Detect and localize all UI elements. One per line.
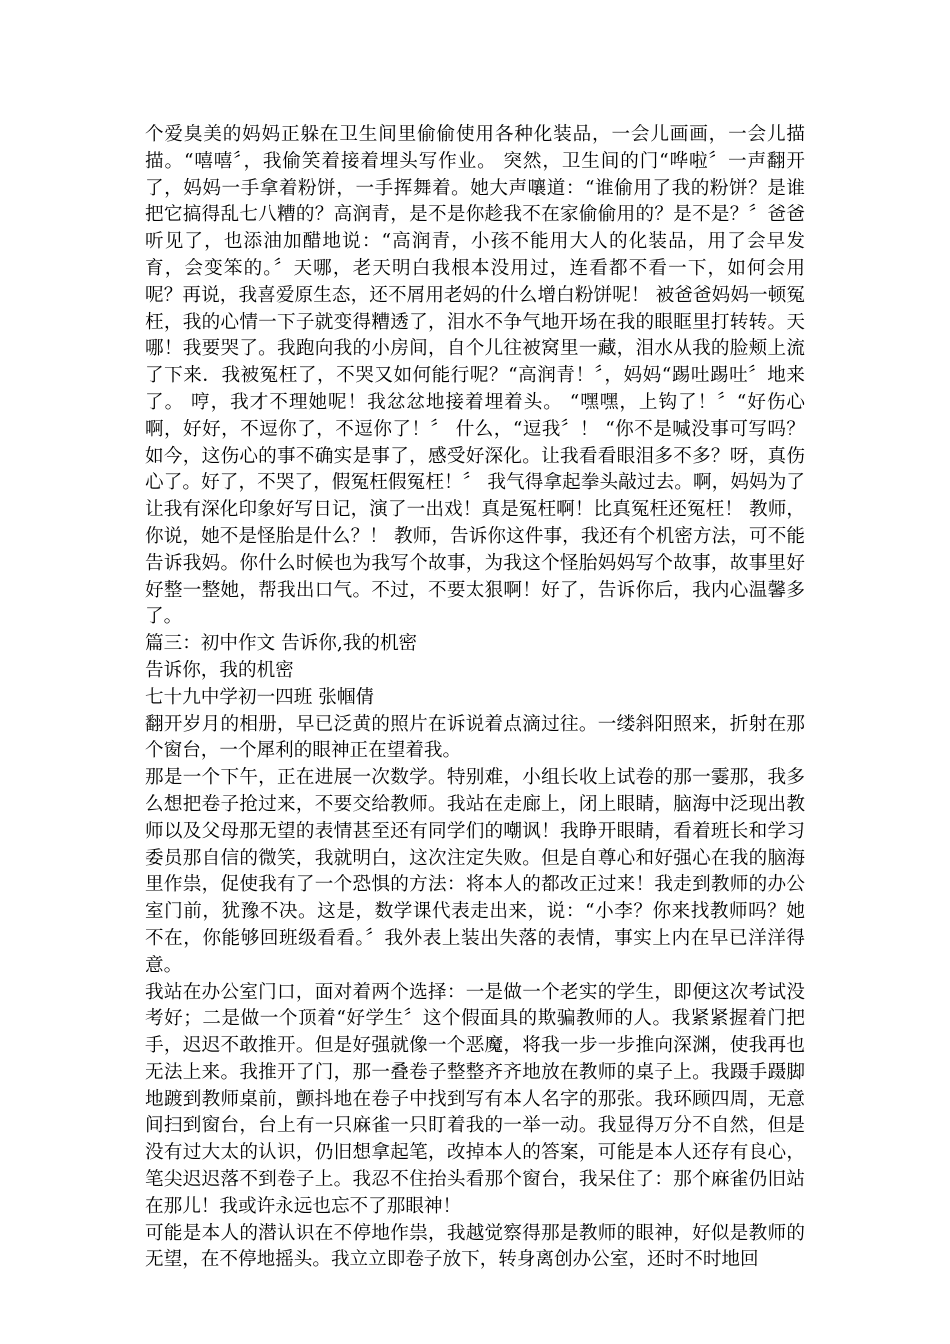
- essay-paragraph: 我站在办公室门口，面对着两个选择：一是做一个老实的学生，即便这次考试没考好；二是做一个顶着“好学生〞这个假面具的欺骗教师的人。我紧紧握着门把手，迟迟不敢推开。但是好强就像一个恶魔，将我一步一步推向深渊，使我再也无法上来。我推开了门，那一叠卷子整整齐齐地放在教师的桌子上。我蹑手蹑脚地踱到教师桌前，颤抖地在卷子中找到写有本人名字的那张。我环顾四周，无意间扫到窗台，台上有一只麻雀一只盯着我的一举一动。我显得万分不自然，但是没有过大太的认识，仍旧想拿起笔，改掉本人的答案，可能是本人还存有良心，笔尖迟迟落不到卷子上。我忍不住抬头看那个窗台，我呆住了：那个麻雀仍旧站在那儿！我或许永远也忘不了那眼神！: [145, 981, 805, 1217]
- essay-title: 告诉你，我的机密: [145, 659, 294, 681]
- essay-paragraph: 可能是本人的潜认识在不停地作祟，我越觉察得那是教师的眼神，好似是教师的无望，在不停地摇头。我立立即卷子放下，转身离创办公室，还时不时地回: [145, 1222, 805, 1271]
- essay-paragraph: 那是一个下午，正在进展一次数学。特别难，小组长收上试卷的那一霎那，我多么想把卷子抢过来，不要交给教师。我站在走廊上，闭上眼睛，脑海中泛现出教师以及父母那无望的表情甚至还有同学们的嘲讽！我睁开眼睛，看着班长和学习委员那自信的微笑，我就明白，这次注定失败。但是自尊心和好强心在我的脑海里作祟，促使我有了一个恐惧的方法：将本人的都改正过来！我走到教师的办公室门前，犹豫不决。这是，数学课代表走出来，说：“小李？你来找教师吗？她不在，你能够回班级看看。〞我外表上装出失落的表情，事实上内在早已洋洋得意。: [145, 767, 805, 976]
- document-page: [145, 122, 805, 1274]
- essay-paragraph: 翻开岁月的相册，早已泛黄的照片在诉说着点滴过往。一缕斜阳照来，折射在那个窗台，一个犀利的眼神正在望着我。: [145, 713, 805, 762]
- story-continuation-paragraph: 个爱臭美的妈妈正躲在卫生间里偷偷使用各种化装品，一会儿画画，一会儿描描。“嘻嘻〞，我偷笑着接着埋头写作业。 突然，卫生间的门“哗啦〞一声翻开了，妈妈一手拿着粉饼，一手挥舞着。她大声嚷道：“谁偷用了我的粉饼？是谁把它搞得乱七八糟的？高润青，是不是你趁我不在家偷偷用的？是不是？〞爸爸听见了，也添油加醋地说：“高润青，小孩不能用大人的化装品，用了会早发育，会变笨的。〞天哪，老天明白我根本没用过，连看都不看一下，如何会用呢？再说，我喜爱原生态，还不屑用老妈的什么增白粉饼呢！ 被爸爸妈妈一顿冤枉，我的心情一下子就变得糟透了，泪水不争气地开场在我的眼眶里打转转。天哪！我要哭了。我跑向我的小房间，自个儿往被窝里一藏，泪水从我的脸颊上流了下来．我被冤枉了，不哭又如何能行呢？“高润青！〞，妈妈“踢吐踢吐〞地来了。 哼，我才不理她呢！我忿忿地接着埋着头。 “嘿嘿，上钩了！〞“好伤心啊，好好，不逗你了，不逗你了！〞 什么，“逗我〞！ “你不是喊没事可写吗？如今，这伤心的事不确实是事了，感受好深化。让我看看眼泪多不多？呀，真伤心了。好了，不哭了，假冤枉假冤枉！〞 我气得拿起拳头敲过去。啊，妈妈为了让我有深化印象好写日记，演了一出戏！真是冤枉啊！比真冤枉还冤枉！ 教师，你说，她不是怪胎是什么？！ 教师，告诉你这件事，我还有个机密方法，可不能告诉我妈。你什么时候也为我写个故事，为我这个怪胎妈妈写个故事，故事里好好整一整她，帮我出口气。不过，不要太狠啊！好了，告诉你后，我内心温馨多了。: [145, 124, 805, 628]
- author-byline: 七十九中学初一四班 张帼倩: [145, 686, 375, 708]
- section-heading: 篇三：初中作文 告诉你,我的机密: [145, 633, 418, 655]
